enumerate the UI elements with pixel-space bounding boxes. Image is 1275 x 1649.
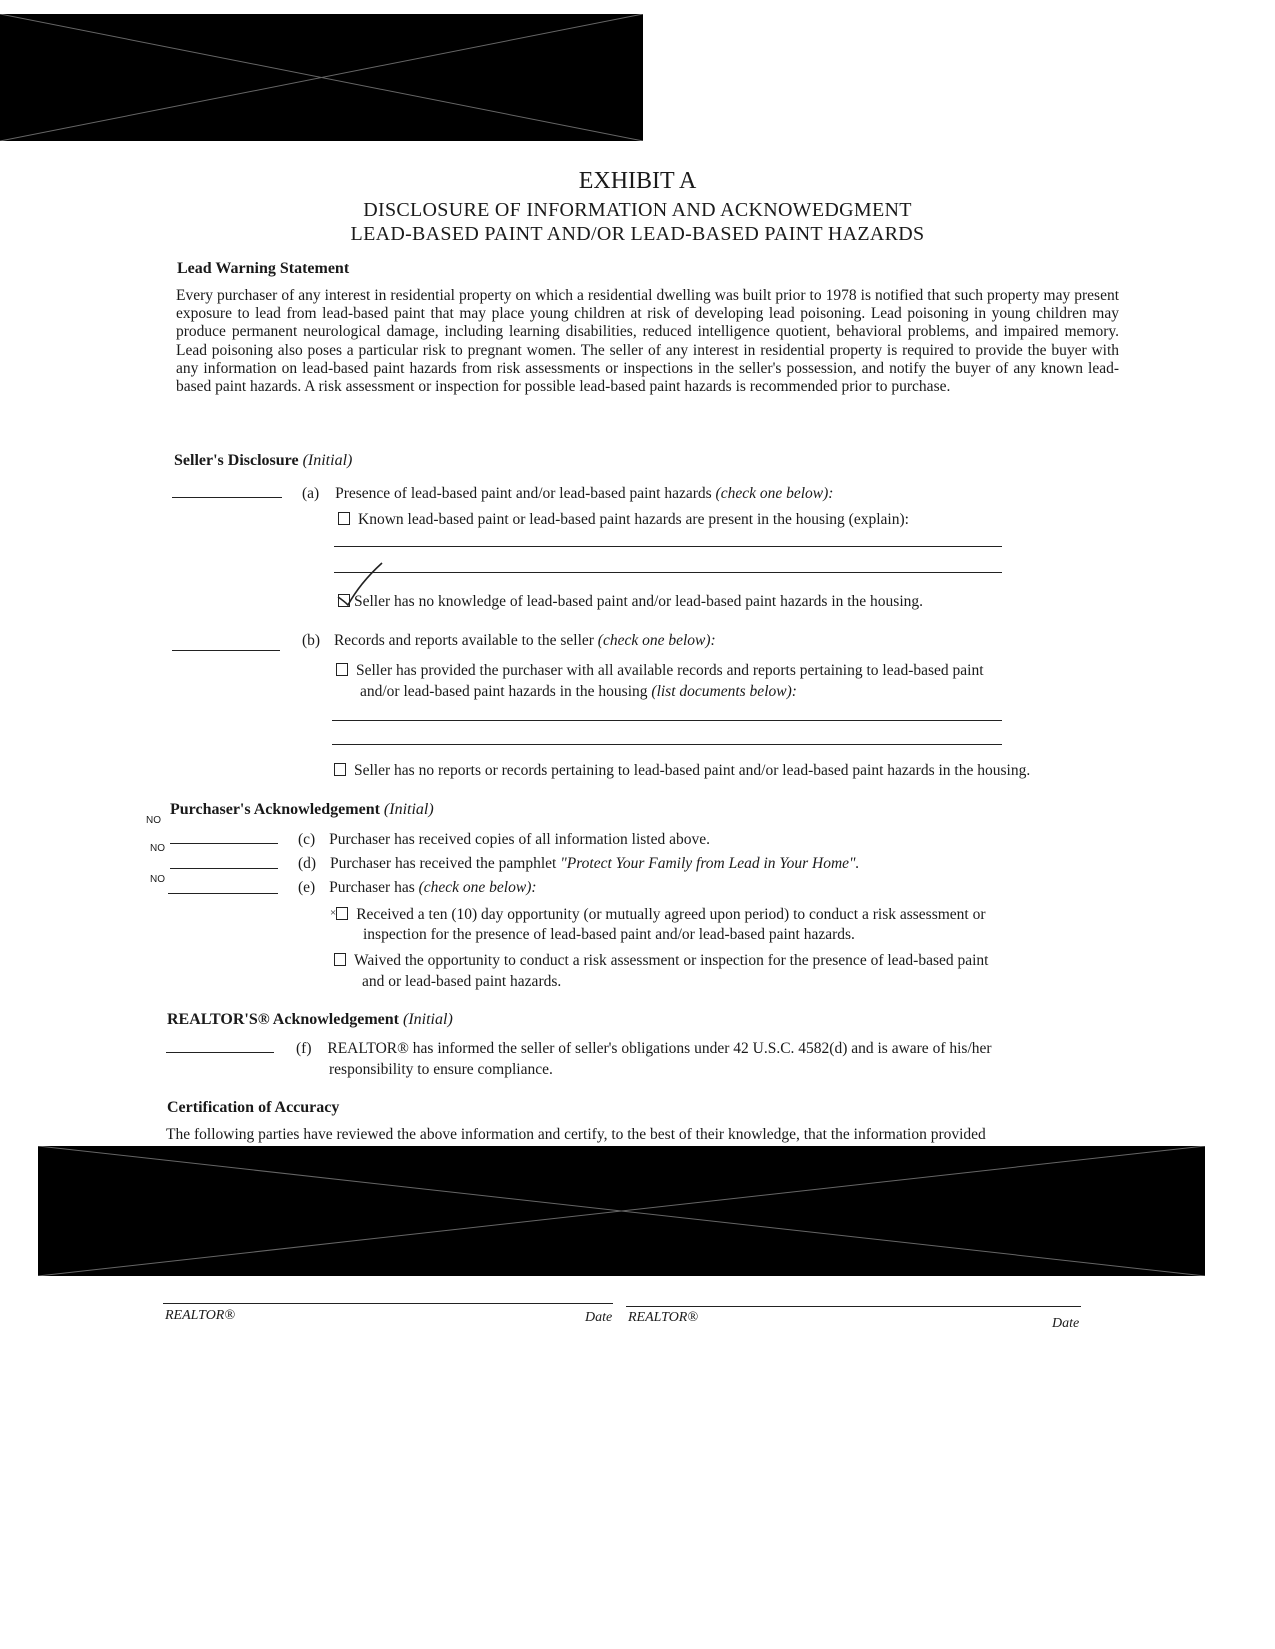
purchaser-d-row	[298, 855, 859, 873]
no-mark-d: NO	[150, 874, 165, 885]
seller-disclosure-label: Seller's Disclosure	[174, 452, 299, 469]
seller-a-initial-field[interactable]	[172, 497, 282, 498]
realtor-f-letter: (f)	[296, 1040, 312, 1057]
seller-b-option-provided-label-2: and/or lead-based paint hazards in the housing	[360, 683, 648, 700]
x-mark-icon: ×	[330, 907, 337, 919]
seller-a-text: Presence of lead-based paint and/or lead-based paint hazards	[335, 485, 712, 502]
disclosure-title: DISCLOSURE OF INFORMATION AND ACKNOWEDGMENT	[363, 199, 912, 221]
seller-b-documents-line-1[interactable]	[332, 720, 1002, 721]
purchaser-c-text: Purchaser has received copies of all information listed above.	[329, 831, 710, 848]
seller-b-note: (check one below):	[597, 632, 716, 649]
realtor-f-initial-field[interactable]	[166, 1052, 274, 1053]
purchaser-c-letter: (c)	[298, 831, 316, 848]
seller-a-explain-line-2[interactable]	[334, 572, 1002, 573]
realtor-signature-line-left[interactable]	[163, 1303, 613, 1304]
checkbox-unchecked-icon[interactable]	[334, 763, 346, 776]
seller-b-documents-line-2[interactable]	[332, 744, 1002, 745]
seller-b-row	[302, 632, 716, 650]
purchaser-e-row	[298, 879, 537, 897]
realtor-heading	[167, 1011, 453, 1029]
redaction-block-bottom	[38, 1146, 1205, 1276]
seller-b-text: Records and reports available to the seller	[333, 632, 594, 649]
seller-b-option-provided-label: Seller has provided the purchaser with all available records and reports pertaining to lead-based paint	[356, 662, 984, 679]
purchaser-e-option-waived-cont: and or lead-based paint hazards.	[362, 973, 562, 990]
seller-a-letter: (a)	[302, 485, 320, 502]
purchaser-d-text: Purchaser has received the pamphlet	[329, 855, 557, 872]
lead-warning-body: Every purchaser of any interest in residential property on which a residential dwelling was built prior to 1978 is notified that such property may present exposure to lead from lead-based paint that may place young children at risk of developing lead poisoning. Lead poisoning in young children may produce permanent neurological damage, including learning disabilities, reduced intelligence quotient, behavioral problems, and impaired memory. Lead poisoning also poses a particular risk to pregnant women. The seller of any interest in residential property is required to provide the buyer with any information on lead-based paint hazards from risk assessments or inspections in the seller's possession, and notify the buyer of any known lead-based paint hazards. A risk assessment or inspection for possible lead-based paint hazards is recommended prior to purchase.	[176, 287, 1119, 396]
seller-b-letter: (b)	[302, 632, 321, 649]
redaction-cross-icon	[38, 1146, 1205, 1276]
seller-b-option-provided-note: (list documents below):	[651, 683, 797, 700]
realtor-f-text: REALTOR® has informed the seller of seller's obligations under 42 U.S.C. 4582(d) and is aware of his/her	[327, 1040, 992, 1057]
realtor-f-row	[296, 1040, 992, 1058]
seller-disclosure-initial-note: (Initial)	[302, 452, 353, 469]
purchaser-c-row	[298, 831, 710, 849]
purchaser-e-option-waived[interactable]	[334, 952, 989, 970]
realtor-heading-label: REALTOR'S® Acknowledgement	[167, 1011, 399, 1028]
purchaser-d-pamphlet-title: "Protect Your Family from Lead in Your Home".	[560, 855, 860, 872]
purchaser-e-option-received[interactable]	[330, 906, 986, 924]
exhibit-title: EXHIBIT A	[578, 168, 697, 194]
redaction-cross-icon	[0, 14, 643, 141]
seller-b-option-provided[interactable]	[336, 662, 984, 680]
realtor-signature-label-right: REALTOR®	[628, 1310, 698, 1325]
seller-a-note: (check one below):	[715, 485, 834, 502]
purchaser-heading-note: (Initial)	[383, 801, 434, 818]
checkbox-checked-icon[interactable]	[338, 594, 350, 607]
seller-b-option-none[interactable]	[334, 762, 1030, 780]
certification-heading: Certification of Accuracy	[167, 1099, 340, 1116]
purchaser-d-initial-field[interactable]	[170, 868, 278, 869]
lead-warning-heading: Lead Warning Statement	[177, 260, 350, 277]
realtor-heading-note: (Initial)	[403, 1011, 453, 1028]
seller-a-option-known-label: Known lead-based paint or lead-based paint hazards are present in the housing (explain):	[358, 511, 909, 528]
purchaser-heading	[170, 801, 434, 819]
lead-paint-title: LEAD-BASED PAINT AND/OR LEAD-BASED PAINT HAZARDS	[350, 223, 925, 245]
certification-body: The following parties have reviewed the above information and certify, to the best of their knowledge, that the information provided	[166, 1126, 986, 1143]
realtor-date-label-left: Date	[585, 1310, 613, 1325]
purchaser-e-initial-field[interactable]	[168, 893, 278, 894]
checkbox-unchecked-icon[interactable]	[334, 953, 346, 966]
purchaser-d-letter: (d)	[298, 855, 317, 872]
seller-disclosure-heading	[174, 452, 352, 470]
purchaser-e-note: (check one below):	[418, 879, 537, 896]
checkbox-unchecked-icon[interactable]	[336, 663, 348, 676]
seller-a-option-known[interactable]	[338, 511, 909, 529]
purchaser-c-initial-field[interactable]	[170, 843, 278, 844]
seller-b-option-provided-cont	[360, 683, 797, 701]
redaction-block-top	[0, 14, 643, 141]
realtor-signature-line-right[interactable]	[626, 1306, 1081, 1307]
seller-a-option-no-knowledge-label: Seller has no knowledge of lead-based paint and/or lead-based paint hazards in the housing.	[354, 593, 924, 610]
checkbox-marked-icon[interactable]	[336, 907, 348, 920]
purchaser-heading-label: Purchaser's Acknowledgement	[170, 801, 380, 818]
seller-a-option-no-knowledge[interactable]	[338, 593, 923, 611]
no-mark-heading: NO	[146, 815, 161, 826]
realtor-date-label-right: Date	[1052, 1316, 1080, 1331]
no-mark-c: NO	[150, 843, 165, 854]
checkbox-unchecked-icon[interactable]	[338, 512, 350, 525]
seller-a-row	[302, 485, 833, 503]
seller-b-initial-field[interactable]	[172, 650, 280, 651]
purchaser-e-option-received-cont: inspection for the presence of lead-based paint and/or lead-based paint hazards.	[363, 926, 855, 943]
realtor-signature-label-left: REALTOR®	[165, 1308, 235, 1323]
purchaser-e-option-waived-label: Waived the opportunity to conduct a risk assessment or inspection for the presence of lead-based paint	[354, 952, 989, 969]
purchaser-e-option-received-label: Received a ten (10) day opportunity (or mutually agreed upon period) to conduct a risk assessment or	[356, 906, 986, 923]
purchaser-e-text: Purchaser has	[329, 879, 415, 896]
seller-a-explain-line-1[interactable]	[334, 546, 1002, 547]
seller-b-option-none-label: Seller has no reports or records pertaining to lead-based paint and/or lead-based paint hazards in the housing.	[354, 762, 1031, 779]
realtor-f-text-cont: responsibility to ensure compliance.	[329, 1061, 553, 1078]
purchaser-e-letter: (e)	[298, 879, 316, 896]
